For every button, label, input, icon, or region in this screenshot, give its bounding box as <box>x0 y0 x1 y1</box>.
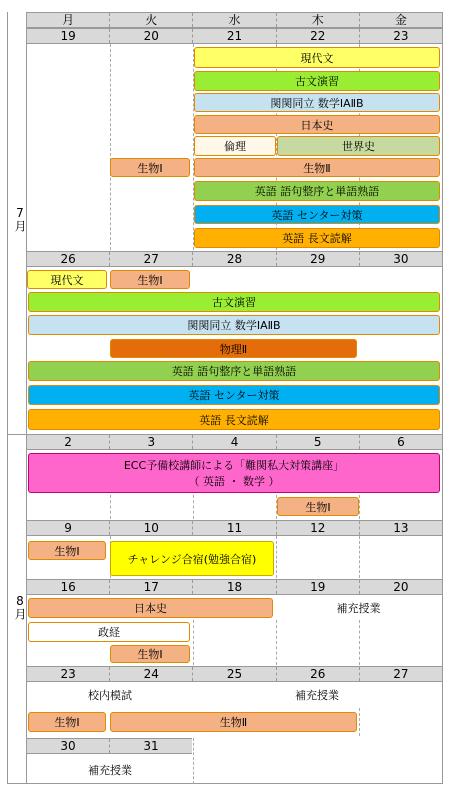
event-biology-1[interactable]: 生物Ⅰ <box>277 497 359 516</box>
grid-line <box>359 495 360 519</box>
date-cell: 3 <box>109 435 192 449</box>
event-hoju-jugyo[interactable]: 補充授業 <box>295 689 339 702</box>
event-gendaibun[interactable]: 現代文 <box>194 47 440 68</box>
date-cell: 29 <box>276 252 359 266</box>
grid-line <box>276 620 277 665</box>
grid-line <box>276 536 277 578</box>
weekday-wed: 水 <box>192 13 275 27</box>
grid-line <box>359 620 360 665</box>
event-biology-2[interactable]: 生物Ⅱ <box>194 158 440 177</box>
week-1-dates <box>27 28 442 44</box>
weekday-tue: 火 <box>109 13 192 27</box>
date-cell: 18 <box>192 580 275 594</box>
date-cell: 25 <box>192 667 275 681</box>
date-cell: 20 <box>359 580 442 594</box>
event-english-goku[interactable]: 英語 語句整序と単語熟語 <box>194 181 440 201</box>
grid-line <box>110 44 111 250</box>
ecc-course-subjects: （ 英語 ・ 数学 ） <box>188 475 280 488</box>
event-biology-1[interactable]: 生物Ⅰ <box>110 645 190 663</box>
event-biology-1[interactable]: 生物Ⅰ <box>110 270 190 289</box>
date-cell: 23 <box>359 29 442 43</box>
grid-line <box>193 620 194 665</box>
event-english-center[interactable]: 英語 センター対策 <box>28 385 440 405</box>
event-ecc-course[interactable] <box>28 453 440 493</box>
event-biology-2[interactable]: 生物Ⅱ <box>110 712 357 732</box>
date-cell: 27 <box>359 667 442 681</box>
grid-line <box>193 738 194 784</box>
date-cell: 19 <box>60 29 76 43</box>
date-cell: 11 <box>192 521 275 535</box>
event-hoju-jugyo[interactable]: 補充授業 <box>336 602 381 615</box>
month-label-july: 7月 <box>13 206 27 232</box>
event-biology-1[interactable]: 生物Ⅰ <box>28 712 106 732</box>
date-cell: 23 <box>60 667 76 681</box>
event-english-choubun[interactable]: 英語 長文読解 <box>194 228 440 248</box>
ecc-course-title: ECC予備校講師による「難関私大対策講座」 <box>123 459 345 472</box>
date-cell: 19 <box>276 580 359 594</box>
event-biology-1[interactable]: 生物Ⅰ <box>28 541 106 560</box>
date-cell: 22 <box>276 29 359 43</box>
event-english-center[interactable]: 英語 センター対策 <box>194 205 440 224</box>
week-5-dates <box>27 579 442 595</box>
event-biology-1[interactable]: 生物Ⅰ <box>110 158 190 177</box>
grid-line <box>359 708 360 736</box>
date-cell: 2 <box>64 435 72 449</box>
date-cell: 26 <box>60 252 76 266</box>
grid-line <box>276 495 277 519</box>
weekday-mon: 月 <box>62 13 75 27</box>
week-3-dates <box>27 434 442 450</box>
grid-line <box>193 495 194 519</box>
event-english-choubun[interactable]: 英語 長文読解 <box>28 409 440 430</box>
date-cell: 5 <box>276 435 359 449</box>
date-cell: 26 <box>276 667 359 681</box>
date-cell: 21 <box>192 29 275 43</box>
date-cell: 20 <box>109 29 192 43</box>
date-cell: 12 <box>276 521 359 535</box>
grid-line <box>359 536 360 578</box>
date-cell: 27 <box>109 252 192 266</box>
event-physics-2[interactable]: 物理Ⅱ <box>110 339 357 358</box>
date-cell: 17 <box>109 580 192 594</box>
date-cell: 9 <box>64 521 72 535</box>
event-seikei[interactable]: 政経 <box>28 622 190 642</box>
event-konai-moshi[interactable]: 校内模試 <box>88 689 132 702</box>
date-cell: 16 <box>60 580 76 594</box>
event-math-kankan[interactable]: 関関同立 数学ⅠAⅡB <box>194 93 440 112</box>
event-kobun-enshu[interactable]: 古文演習 <box>28 292 440 312</box>
week-2-dates <box>27 251 442 267</box>
event-math-kankan[interactable]: 関関同立 数学ⅠAⅡB <box>28 315 440 335</box>
date-cell: 10 <box>109 521 192 535</box>
date-cell: 28 <box>192 252 275 266</box>
event-kobun-enshu[interactable]: 古文演習 <box>194 71 440 91</box>
event-nihonshi[interactable]: 日本史 <box>194 115 440 134</box>
week-4-dates <box>27 520 442 536</box>
event-gendaibun[interactable]: 現代文 <box>27 270 107 289</box>
date-cell: 4 <box>192 435 275 449</box>
event-hoju-jugyo[interactable]: 補充授業 <box>88 764 132 777</box>
event-nihonshi[interactable]: 日本史 <box>28 598 273 618</box>
date-cell: 13 <box>359 521 442 535</box>
date-cell: 6 <box>359 435 442 449</box>
month-label-august: 8月 <box>13 594 27 620</box>
event-challenge-camp[interactable]: チャレンジ合宿(勉強合宿) <box>110 541 274 576</box>
date-cell: 24 <box>109 667 192 681</box>
weekday-fri: 金 <box>359 13 442 27</box>
weekday-thu: 木 <box>276 13 359 27</box>
date-cell: 30 <box>60 739 76 753</box>
event-sekaishi[interactable]: 世界史 <box>277 136 440 156</box>
date-cell: 30 <box>359 252 442 266</box>
week-6-dates <box>27 666 442 682</box>
event-rinri[interactable]: 倫理 <box>194 136 276 156</box>
grid-line <box>110 495 111 519</box>
date-cell: 31 <box>109 739 192 753</box>
event-english-goku[interactable]: 英語 語句整序と単語熟語 <box>28 361 440 381</box>
week-7-dates <box>27 738 192 754</box>
